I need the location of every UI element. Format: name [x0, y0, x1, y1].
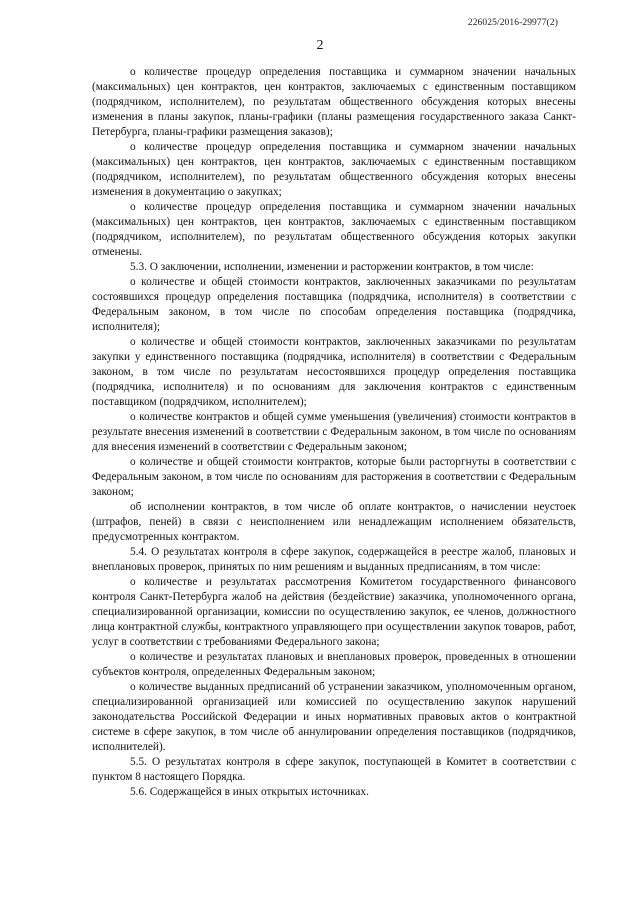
paragraph: о количестве и общей стоимости контрактов, заключенных заказчиками по результатам закупки у единственного поставщика (подрядчика, исполнителя) в соответствии с Федеральным законом, в том числе по результатам несостоявшихся процедур определения поставщика (подрядчика, исполнителя) и по основаниям для заключения контрактов с единственным поставщиком (подрядчиком, исполнителем); — [92, 336, 576, 408]
section-heading: 5.3. О заключении, исполнении, изменении и расторжении контрактов, в том числе: — [130, 261, 534, 273]
paragraph: о количестве процедур определения поставщика и суммарном значении начальных (максимальных) цен контрактов, цен контрактов, заключаемых с единственным поставщиком (подрядчиком, исполнителем), по результатам общественного обсуждения которых закупки отменены. — [92, 201, 576, 258]
paragraph: о количестве контрактов и общей сумме уменьшения (увеличения) стоимости контрактов в результате внесения изменений в соответствии с Федеральным законом, в том числе по основаниям для внесения изменений в соответствии с Федеральным законом; — [92, 411, 576, 453]
paragraph: о количестве и общей стоимости контрактов, заключенных заказчиками по результатам состоявшихся процедур определения поставщика (подрядчика, исполнителя) в соответствии с Федеральным законом, в том числе по способам определения поставщика (подрядчика, исполнителя); — [92, 276, 576, 333]
paragraph: о количестве и общей стоимости контрактов, которые были расторгнуты в соответствии с Федеральным законом, в том числе по основаниям для расторжения в соответствии с Федеральным законом; — [92, 456, 576, 498]
section-heading: 5.4. О результатах контроля в сфере закупок, содержащейся в реестре жалоб, плановых и внеплановых проверок, принятых по ним решениям и выданных предписаниям, в том числе: — [92, 546, 576, 573]
document-number: 226025/2016-29977(2) — [467, 18, 558, 28]
paragraph: об исполнении контрактов, в том числе об оплате контрактов, о начислении неустоек (штрафов, пеней) в связи с неисполнением или ненадлежащим исполнением обязательств, предусмотренных контрактом. — [92, 501, 576, 543]
section-heading: 5.6. Содержащейся в иных открытых источниках. — [130, 786, 369, 798]
paragraph: о количестве процедур определения поставщика и суммарном значении начальных (максимальных) цен контрактов, цен контрактов, заключаемых с единственным поставщиком (подрядчиком, исполнителем), по результатам общественного обсуждения которых внесены изменения в планы закупок, планы-графики (планы размещения государственного заказа Санкт-Петербурга, планы-графики размещения заказов); — [92, 66, 576, 138]
section-heading: 5.5. О результатах контроля в сфере закупок, поступающей в Комитет в соответствии с пунктом 8 настоящего Порядка. — [92, 756, 576, 783]
document-body — [92, 65, 576, 800]
paragraph: о количестве и результатах плановых и внеплановых проверок, проведенных в отношении субъектов контроля, определенных Федеральным законом; — [92, 651, 576, 678]
paragraph: о количестве процедур определения поставщика и суммарном значении начальных (максимальных) цен контрактов, цен контрактов, заключаемых с единственным поставщиком (подрядчиком, исполнителем), по результатам общественного обсуждения которых внесены изменения в документацию о закупках; — [92, 141, 576, 198]
paragraph: о количестве и результатах рассмотрения Комитетом государственного финансового контроля Санкт-Петербурга жалоб на действия (бездействие) заказчика, уполномоченного органа, специализированной организации, комиссии по осуществлению закупок, ее членов, должностного лица контрактной службы, контрактного управляющего при осуществлении закупок товаров, работ, услуг в соответствии с требованиями Федерального закона; — [92, 576, 576, 648]
page-number: 2 — [316, 38, 324, 53]
paragraph: о количестве выданных предписаний об устранении заказчиком, уполномоченным органом, специализированной организацией или комиссией по осуществлению закупок нарушений законодательства Российской Федерации и иных нормативных правовых актов о контрактной системе в сфере закупок, в том числе об аннулировании определения поставщиков (подрядчиков, исполнителей). — [92, 681, 576, 753]
